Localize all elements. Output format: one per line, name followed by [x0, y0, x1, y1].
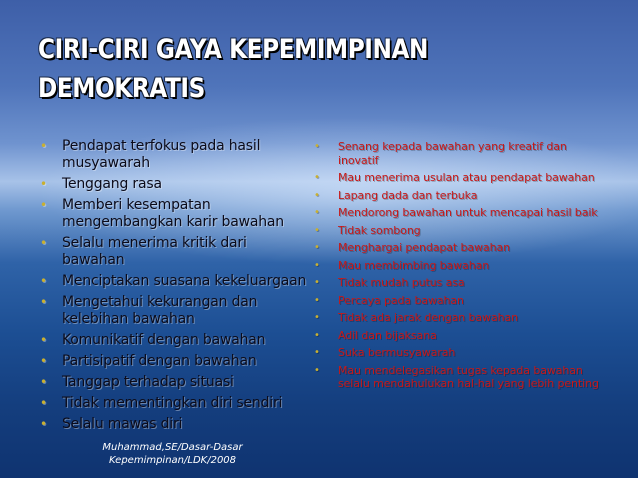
list-item-text: Pendapat terfokus pada hasil musyawarah	[62, 138, 261, 171]
list-item	[314, 140, 610, 167]
list-item-text: Tanggap terhadap situasi	[62, 374, 234, 390]
list-item-text: Suka bermusyawarah	[338, 346, 456, 359]
list-item-text: Mendorong bawahan untuk mencapai hasil baik	[338, 206, 598, 219]
list-item-text: Selalu menerima kritik dari bawahan	[62, 235, 247, 268]
bullet-icon: •	[40, 236, 47, 250]
list-item-text: Mau menerima usulan atau pendapat bawahan	[338, 171, 595, 184]
list-item	[314, 294, 610, 308]
list-item	[314, 276, 610, 290]
list-item-text: Tidak ada jarak dengan bawahan	[338, 311, 518, 324]
list-item-text: Senang kepada bawahan yang kreatif dan inovatif	[338, 140, 567, 167]
list-item	[40, 197, 312, 231]
list-item	[40, 353, 312, 370]
bullet-icon: •	[314, 189, 320, 201]
list-item-text: Menghargai pendapat bawahan	[338, 241, 510, 254]
title-line-1: CIRI-CIRI GAYA KEPEMIMPINAN	[38, 34, 429, 65]
bullet-icon: •	[314, 364, 320, 376]
right-bullet-list	[314, 140, 610, 395]
bullet-icon: •	[314, 329, 320, 341]
bullet-icon: •	[40, 198, 47, 212]
list-item	[314, 206, 610, 220]
bullet-icon: •	[40, 375, 47, 389]
bullet-icon: •	[40, 177, 47, 191]
list-item-text: Mau mendelegasikan tugas kepada bawahan selalu mendahulukan hal-hal yang lebih penting	[338, 363, 599, 390]
bullet-icon: •	[314, 277, 320, 288]
bullet-icon: •	[314, 242, 320, 253]
list-item	[314, 224, 610, 238]
bullet-icon: •	[40, 396, 47, 410]
list-item	[314, 329, 610, 343]
list-item	[40, 273, 312, 290]
slide-title	[38, 30, 434, 108]
list-item-text: Percaya pada bawahan	[338, 293, 464, 307]
footer-line-2: Kepemimpinan/LDK/2008	[108, 455, 237, 466]
list-item-text: Komunikatif dengan bawahan	[62, 332, 266, 348]
list-item-text: Selalu mawas diri	[62, 416, 183, 432]
list-item	[40, 332, 312, 349]
list-item-text: Menciptakan suasana kekeluargaan	[62, 273, 307, 289]
title-line-2: DEMOKRATIS	[38, 73, 205, 104]
list-item	[314, 171, 610, 185]
bullet-icon: •	[40, 295, 47, 309]
list-item-text: Mengetahui kekurangan dan kelebihan bawahan	[62, 294, 258, 327]
bullet-icon: •	[40, 139, 47, 153]
list-item-text: Lapang dada dan terbuka	[338, 188, 478, 202]
list-item	[314, 241, 610, 255]
bullet-icon: •	[314, 141, 320, 152]
list-item	[40, 395, 312, 412]
list-item-text: Partisipatif dengan bawahan	[62, 353, 257, 369]
list-item-text: Adil dan bijaksana	[338, 328, 437, 342]
list-item	[314, 311, 610, 325]
bullet-icon: •	[314, 207, 320, 218]
list-item	[40, 235, 312, 269]
bullet-icon: •	[40, 417, 47, 431]
list-item	[314, 189, 610, 203]
bullet-icon: •	[314, 224, 320, 236]
bullet-icon: •	[40, 333, 47, 347]
list-item	[40, 294, 312, 328]
bullet-icon: •	[314, 259, 320, 271]
bullet-icon: •	[40, 274, 47, 288]
list-item	[314, 364, 610, 391]
list-item-text: Tidak sombong	[338, 223, 421, 237]
footer-line-1: Muhammad,SE/Dasar-Dasar	[102, 442, 243, 453]
list-item-text: Tidak mementingkan diri sendiri	[62, 395, 283, 411]
bullet-icon: •	[40, 354, 47, 368]
footer-credit	[85, 441, 260, 467]
list-item	[40, 374, 312, 391]
list-item-text: Mau membimbing bawahan	[338, 258, 490, 272]
list-item-text: Memberi kesempatan mengembangkan karir bawahan	[62, 197, 284, 230]
list-item	[40, 416, 312, 433]
list-item-text: Tenggang rasa	[62, 176, 162, 192]
bullet-icon: •	[314, 172, 320, 183]
left-bullet-list	[40, 138, 312, 437]
list-item	[314, 259, 610, 273]
list-item-text: Tidak mudah putus asa	[338, 276, 465, 289]
list-item	[40, 138, 312, 172]
bullet-icon: •	[314, 347, 320, 358]
bullet-icon: •	[314, 294, 320, 306]
bullet-icon: •	[314, 312, 320, 323]
list-item	[40, 176, 312, 193]
list-item	[314, 346, 610, 360]
